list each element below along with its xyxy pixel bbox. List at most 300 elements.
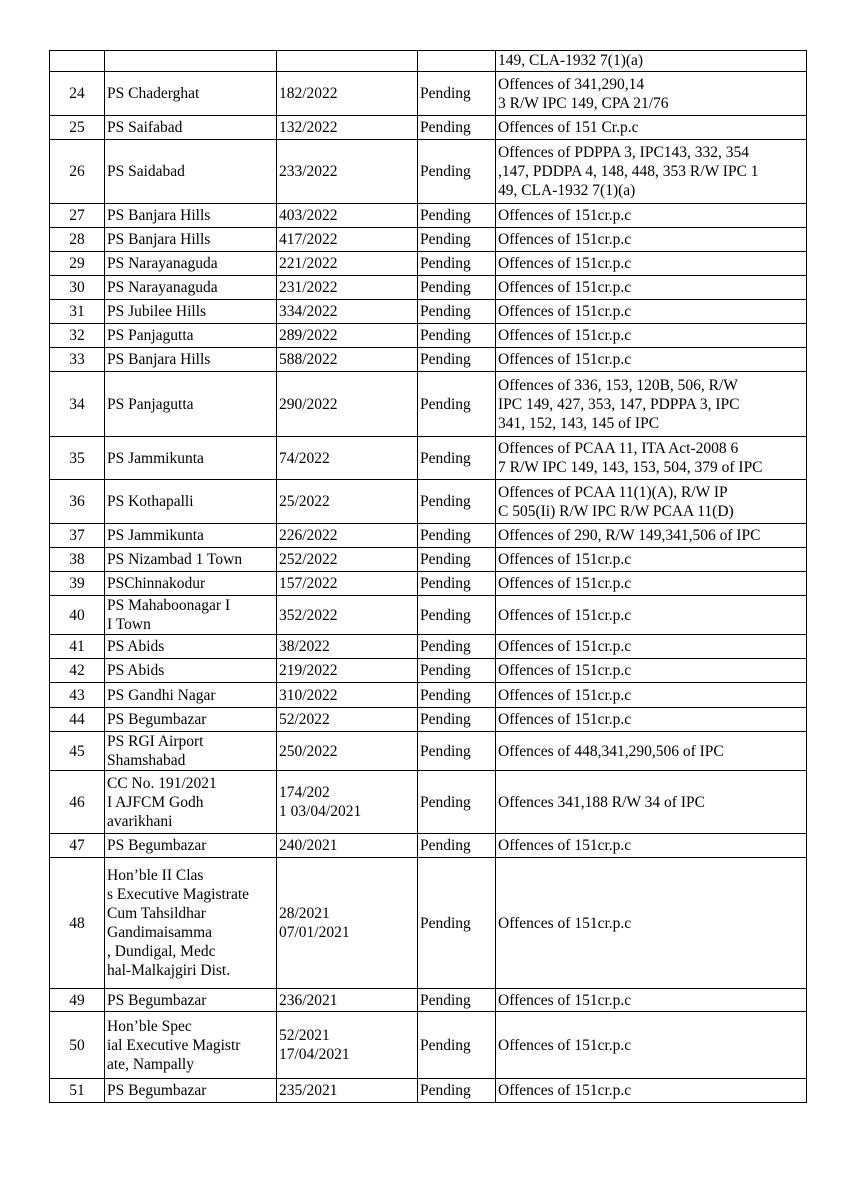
police-station-cell bbox=[105, 524, 277, 548]
crime-number: 290/2022 bbox=[279, 395, 338, 413]
police-station-cell bbox=[105, 228, 277, 252]
case-status-cell bbox=[418, 732, 496, 771]
police-station-cell bbox=[105, 300, 277, 324]
serial-number-cell bbox=[50, 572, 105, 596]
police-station: PS Begumbazar bbox=[107, 837, 207, 854]
crime-number-cell bbox=[277, 683, 418, 708]
serial-number-cell bbox=[50, 204, 105, 228]
offence-details: Offences of 336, 153, 120B, 506, R/W IPC 149, 427, 353, 147, PDPPA 3, IPC 341, 152, 143, 145 of IPC bbox=[498, 376, 740, 432]
police-station: PS Saifabad bbox=[107, 119, 183, 136]
serial-number: 29 bbox=[69, 255, 85, 272]
serial-number-cell bbox=[50, 140, 105, 204]
crime-number-cell bbox=[277, 300, 418, 324]
offence-details-cell bbox=[496, 1079, 807, 1103]
serial-number: 34 bbox=[69, 395, 85, 413]
table-row bbox=[50, 228, 807, 252]
serial-number-cell bbox=[50, 1079, 105, 1103]
crime-number: 221/2022 bbox=[279, 255, 338, 272]
crime-number: 219/2022 bbox=[279, 662, 338, 679]
crime-number: 403/2022 bbox=[279, 207, 338, 224]
crime-number: 236/2021 bbox=[279, 991, 338, 1009]
case-status-cell bbox=[418, 300, 496, 324]
police-station: PS Begumbazar bbox=[107, 991, 207, 1009]
serial-number: 42 bbox=[69, 662, 85, 679]
offence-details: Offences of 151cr.p.c bbox=[498, 279, 632, 296]
case-status: Pending bbox=[420, 327, 471, 344]
serial-number-cell bbox=[50, 683, 105, 708]
case-status-cell bbox=[418, 572, 496, 596]
offence-details-cell bbox=[496, 683, 807, 708]
offence-details: Offences of 151cr.p.c bbox=[498, 638, 632, 655]
case-status: Pending bbox=[420, 638, 471, 655]
case-status: Pending bbox=[420, 991, 471, 1009]
table-row bbox=[50, 1012, 807, 1079]
police-station: PS Jammikunta bbox=[107, 449, 204, 467]
case-status-cell bbox=[418, 858, 496, 989]
serial-number-cell bbox=[50, 300, 105, 324]
serial-number: 43 bbox=[69, 686, 85, 704]
case-status-cell bbox=[418, 324, 496, 348]
police-station-cell bbox=[105, 252, 277, 276]
offence-details: Offences of 151cr.p.c bbox=[498, 837, 632, 854]
case-status-cell bbox=[418, 437, 496, 480]
serial-number-cell bbox=[50, 252, 105, 276]
serial-number-cell bbox=[50, 228, 105, 252]
offence-details-cell bbox=[496, 572, 807, 596]
serial-number: 35 bbox=[69, 449, 85, 467]
offence-details-cell bbox=[496, 140, 807, 204]
table-row bbox=[50, 683, 807, 708]
serial-number: 26 bbox=[69, 163, 85, 180]
crime-number: 52/2022 bbox=[279, 711, 330, 728]
offence-details-cell bbox=[496, 548, 807, 572]
case-status-cell bbox=[418, 348, 496, 372]
serial-number-cell bbox=[50, 348, 105, 372]
police-station-cell bbox=[105, 324, 277, 348]
table-row bbox=[50, 140, 807, 204]
crime-number: 226/2022 bbox=[279, 527, 338, 544]
offence-details: Offences of 290, R/W 149,341,506 of IPC bbox=[498, 527, 761, 544]
police-station-cell bbox=[105, 572, 277, 596]
offence-details: Offences of 151cr.p.c bbox=[498, 686, 632, 704]
serial-number: 46 bbox=[69, 793, 85, 811]
offence-details-cell bbox=[496, 989, 807, 1012]
offence-details: Offences of 151cr.p.c bbox=[498, 231, 632, 248]
offence-details-cell bbox=[496, 372, 807, 437]
offence-details: Offences of 448,341,290,506 of IPC bbox=[498, 742, 724, 760]
case-status: Pending bbox=[420, 119, 471, 136]
cases-table bbox=[49, 50, 807, 1103]
crime-number: 28/2021 07/01/2021 bbox=[279, 905, 350, 941]
police-station: PS Narayanaguda bbox=[107, 255, 218, 272]
police-station: PS Abids bbox=[107, 662, 165, 679]
offence-details-cell bbox=[496, 771, 807, 834]
crime-number: 250/2022 bbox=[279, 742, 338, 760]
case-status: Pending bbox=[420, 742, 471, 760]
police-station-cell bbox=[105, 51, 277, 72]
police-station: PS Panjagutta bbox=[107, 395, 194, 413]
crime-number-cell bbox=[277, 324, 418, 348]
offence-details: Offences of 341,290,14 3 R/W IPC 149, CPA 21/76 bbox=[498, 75, 669, 112]
serial-number: 48 bbox=[69, 914, 85, 932]
police-station-cell bbox=[105, 548, 277, 572]
case-status: Pending bbox=[420, 793, 471, 811]
serial-number-cell bbox=[50, 858, 105, 989]
case-status: Pending bbox=[420, 449, 471, 467]
crime-number-cell bbox=[277, 732, 418, 771]
offence-details: Offences of 151cr.p.c bbox=[498, 327, 632, 344]
crime-number-cell bbox=[277, 116, 418, 140]
table-row bbox=[50, 72, 807, 116]
crime-number: 233/2022 bbox=[279, 163, 338, 180]
serial-number-cell bbox=[50, 324, 105, 348]
offence-details: Offences of 151cr.p.c bbox=[498, 207, 632, 224]
serial-number-cell bbox=[50, 548, 105, 572]
offence-details: Offences of 151cr.p.c bbox=[498, 1036, 632, 1054]
table-row bbox=[50, 1079, 807, 1103]
offence-details-cell bbox=[496, 834, 807, 858]
crime-number: 588/2022 bbox=[279, 351, 338, 368]
serial-number: 28 bbox=[69, 231, 85, 248]
crime-number: 231/2022 bbox=[279, 279, 338, 296]
offence-details: Offences of PDPPA 3, IPC143, 332, 354 ,147, PDDPA 4, 148, 448, 353 R/W IPC 1 49, CLA-1932 7(1)(a) bbox=[498, 144, 759, 199]
offence-details-cell bbox=[496, 276, 807, 300]
offence-details: Offences of 151cr.p.c bbox=[498, 662, 632, 679]
crime-number-cell bbox=[277, 140, 418, 204]
police-station-cell bbox=[105, 834, 277, 858]
crime-number-cell bbox=[277, 635, 418, 659]
serial-number: 40 bbox=[69, 606, 85, 624]
offence-details-cell bbox=[496, 228, 807, 252]
serial-number-cell bbox=[50, 659, 105, 683]
offence-details-cell bbox=[496, 524, 807, 548]
crime-number: 289/2022 bbox=[279, 327, 338, 344]
case-status: Pending bbox=[420, 231, 471, 248]
table-row bbox=[50, 548, 807, 572]
case-status-cell bbox=[418, 524, 496, 548]
case-status: Pending bbox=[420, 351, 471, 368]
table-row bbox=[50, 324, 807, 348]
crime-number: 157/2022 bbox=[279, 575, 338, 592]
offence-details-cell bbox=[496, 116, 807, 140]
table-row bbox=[50, 989, 807, 1012]
offence-details: Offences of 151cr.p.c bbox=[498, 1082, 632, 1099]
crime-number-cell bbox=[277, 572, 418, 596]
crime-number: 334/2022 bbox=[279, 303, 338, 320]
crime-number-cell bbox=[277, 858, 418, 989]
table-row bbox=[50, 116, 807, 140]
police-station: PSChinnakodur bbox=[107, 575, 206, 592]
case-status-cell bbox=[418, 140, 496, 204]
police-station: PS Kothapalli bbox=[107, 493, 194, 510]
police-station: PS Banjara Hills bbox=[107, 351, 211, 368]
serial-number: 37 bbox=[69, 527, 85, 544]
offence-details: Offences 341,188 R/W 34 of IPC bbox=[498, 793, 705, 811]
police-station-cell bbox=[105, 72, 277, 116]
crime-number-cell bbox=[277, 480, 418, 524]
police-station-cell bbox=[105, 659, 277, 683]
crime-number: 417/2022 bbox=[279, 231, 338, 248]
serial-number: 49 bbox=[69, 991, 85, 1009]
case-status-cell bbox=[418, 834, 496, 858]
case-status: Pending bbox=[420, 493, 471, 510]
crime-number: 52/2021 17/04/2021 bbox=[279, 1027, 350, 1063]
table-row bbox=[50, 480, 807, 524]
serial-number: 50 bbox=[69, 1036, 85, 1054]
police-station-cell bbox=[105, 372, 277, 437]
offence-details-cell bbox=[496, 252, 807, 276]
case-status-cell bbox=[418, 635, 496, 659]
police-station-cell bbox=[105, 596, 277, 635]
offence-details-cell bbox=[496, 204, 807, 228]
serial-number-cell bbox=[50, 276, 105, 300]
case-status-cell bbox=[418, 51, 496, 72]
crime-number: 74/2022 bbox=[279, 449, 330, 467]
police-station-cell bbox=[105, 683, 277, 708]
case-status: Pending bbox=[420, 207, 471, 224]
case-status: Pending bbox=[420, 303, 471, 320]
case-status-cell bbox=[418, 276, 496, 300]
serial-number: 51 bbox=[69, 1082, 85, 1099]
serial-number: 25 bbox=[69, 119, 85, 136]
case-status: Pending bbox=[420, 255, 471, 272]
crime-number-cell bbox=[277, 348, 418, 372]
police-station-cell bbox=[105, 480, 277, 524]
serial-number-cell bbox=[50, 771, 105, 834]
serial-number-cell bbox=[50, 989, 105, 1012]
police-station: PS Chaderghat bbox=[107, 85, 200, 102]
police-station: PS Panjagutta bbox=[107, 327, 194, 344]
case-status: Pending bbox=[420, 686, 471, 704]
serial-number: 27 bbox=[69, 207, 85, 224]
table-row bbox=[50, 572, 807, 596]
case-status: Pending bbox=[420, 551, 471, 568]
table-row bbox=[50, 204, 807, 228]
police-station-cell bbox=[105, 858, 277, 989]
serial-number-cell bbox=[50, 116, 105, 140]
case-status: Pending bbox=[420, 163, 471, 180]
table-row bbox=[50, 524, 807, 548]
offence-details: Offences of 151cr.p.c bbox=[498, 551, 632, 568]
offence-details: Offences of 151cr.p.c bbox=[498, 606, 632, 624]
police-station: Hon’ble Spec ial Executive Magistr ate, Nampally bbox=[107, 1017, 241, 1073]
police-station: PS Begumbazar bbox=[107, 1082, 207, 1099]
case-status-cell bbox=[418, 1012, 496, 1079]
offence-details: Offences of 151 Cr.p.c bbox=[498, 119, 639, 136]
crime-number-cell bbox=[277, 437, 418, 480]
offence-details-cell bbox=[496, 480, 807, 524]
case-status: Pending bbox=[420, 527, 471, 544]
crime-number-cell bbox=[277, 771, 418, 834]
police-station-cell bbox=[105, 204, 277, 228]
serial-number-cell bbox=[50, 708, 105, 732]
police-station-cell bbox=[105, 348, 277, 372]
case-status-cell bbox=[418, 659, 496, 683]
table-row bbox=[50, 300, 807, 324]
case-status-cell bbox=[418, 771, 496, 834]
offence-details-cell bbox=[496, 635, 807, 659]
offence-details: Offences of PCAA 11(1)(A), R/W IP C 505(Ii) R/W IPC R/W PCAA 11(D) bbox=[498, 483, 734, 520]
table-row bbox=[50, 437, 807, 480]
case-status: Pending bbox=[420, 606, 471, 624]
serial-number: 39 bbox=[69, 575, 85, 592]
serial-number: 44 bbox=[69, 711, 85, 728]
case-status: Pending bbox=[420, 395, 471, 413]
serial-number-cell bbox=[50, 480, 105, 524]
police-station: PS Saidabad bbox=[107, 163, 185, 180]
crime-number-cell bbox=[277, 276, 418, 300]
crime-number-cell bbox=[277, 1079, 418, 1103]
police-station-cell bbox=[105, 732, 277, 771]
table-row bbox=[50, 348, 807, 372]
case-status-cell bbox=[418, 708, 496, 732]
case-status: Pending bbox=[420, 914, 471, 932]
serial-number-cell bbox=[50, 732, 105, 771]
case-status-cell bbox=[418, 116, 496, 140]
serial-number-cell bbox=[50, 1012, 105, 1079]
cases-table-body bbox=[50, 51, 807, 1103]
table-row bbox=[50, 252, 807, 276]
crime-number: 352/2022 bbox=[279, 606, 338, 624]
serial-number: 32 bbox=[69, 327, 85, 344]
crime-number-cell bbox=[277, 204, 418, 228]
table-row bbox=[50, 276, 807, 300]
case-status: Pending bbox=[420, 1036, 471, 1054]
crime-number: 182/2022 bbox=[279, 85, 338, 102]
crime-number-cell bbox=[277, 72, 418, 116]
case-status: Pending bbox=[420, 85, 471, 102]
serial-number: 33 bbox=[69, 351, 85, 368]
case-status-cell bbox=[418, 252, 496, 276]
offence-details-cell bbox=[496, 596, 807, 635]
police-station: Hon’ble II Clas s Executive Magistrate Cum Tahsildhar Gandimaisamma , Dundigal, Medc hal-Malkajgiri Dist. bbox=[107, 867, 250, 979]
crime-number-cell bbox=[277, 252, 418, 276]
crime-number: 132/2022 bbox=[279, 119, 338, 136]
police-station-cell bbox=[105, 116, 277, 140]
offence-details: Offences of PCAA 11, ITA Act-2008 6 7 R/W IPC 149, 143, 153, 504, 379 of IPC bbox=[498, 440, 763, 476]
serial-number-cell bbox=[50, 51, 105, 72]
crime-number: 252/2022 bbox=[279, 551, 338, 568]
case-status: Pending bbox=[420, 837, 471, 854]
serial-number-cell bbox=[50, 437, 105, 480]
crime-number-cell bbox=[277, 596, 418, 635]
serial-number-cell bbox=[50, 524, 105, 548]
offence-details: Offences of 151cr.p.c bbox=[498, 351, 632, 368]
serial-number-cell bbox=[50, 596, 105, 635]
crime-number: 310/2022 bbox=[279, 686, 338, 704]
case-status: Pending bbox=[420, 711, 471, 728]
police-station-cell bbox=[105, 989, 277, 1012]
table-row bbox=[50, 635, 807, 659]
offence-details-cell bbox=[496, 72, 807, 116]
crime-number-cell bbox=[277, 524, 418, 548]
crime-number-cell bbox=[277, 989, 418, 1012]
case-status-cell bbox=[418, 372, 496, 437]
offence-details-cell bbox=[496, 708, 807, 732]
offence-details-cell bbox=[496, 437, 807, 480]
table-row bbox=[50, 834, 807, 858]
offence-details-cell bbox=[496, 348, 807, 372]
police-station-cell bbox=[105, 437, 277, 480]
crime-number: 235/2021 bbox=[279, 1082, 338, 1099]
offence-details: Offences of 151cr.p.c bbox=[498, 914, 632, 932]
police-station: PS Jubilee Hills bbox=[107, 303, 207, 320]
crime-number-cell bbox=[277, 834, 418, 858]
offence-details: Offences of 151cr.p.c bbox=[498, 255, 632, 272]
police-station: PS Banjara Hills bbox=[107, 231, 211, 248]
case-status-cell bbox=[418, 548, 496, 572]
serial-number: 31 bbox=[69, 303, 85, 320]
table-row bbox=[50, 596, 807, 635]
police-station: PS Narayanaguda bbox=[107, 279, 218, 296]
case-status-cell bbox=[418, 72, 496, 116]
serial-number: 47 bbox=[69, 837, 85, 854]
crime-number: 38/2022 bbox=[279, 638, 330, 655]
police-station: PS Nizambad 1 Town bbox=[107, 551, 243, 568]
offence-details-cell bbox=[496, 300, 807, 324]
police-station: PS Abids bbox=[107, 638, 165, 655]
table-row bbox=[50, 372, 807, 437]
police-station-cell bbox=[105, 708, 277, 732]
case-status-cell bbox=[418, 204, 496, 228]
case-status-cell bbox=[418, 228, 496, 252]
crime-number-cell bbox=[277, 708, 418, 732]
serial-number: 41 bbox=[69, 638, 85, 655]
table-row bbox=[50, 659, 807, 683]
offence-details-cell bbox=[496, 1012, 807, 1079]
offence-details-cell bbox=[496, 858, 807, 989]
case-status-cell bbox=[418, 989, 496, 1012]
police-station: CC No. 191/2021 I AJFCM Godh avarikhani bbox=[107, 774, 217, 830]
offence-details: Offences of 151cr.p.c bbox=[498, 303, 632, 320]
case-status: Pending bbox=[420, 662, 471, 679]
serial-number-cell bbox=[50, 372, 105, 437]
serial-number: 38 bbox=[69, 551, 85, 568]
serial-number: 24 bbox=[69, 85, 85, 102]
police-station: PS Begumbazar bbox=[107, 711, 207, 728]
police-station-cell bbox=[105, 1079, 277, 1103]
offence-details: 149, CLA-1932 7(1)(a) bbox=[498, 52, 644, 69]
table-row bbox=[50, 732, 807, 771]
offence-details-cell bbox=[496, 51, 807, 72]
crime-number-cell bbox=[277, 659, 418, 683]
police-station: PS Jammikunta bbox=[107, 527, 204, 544]
serial-number: 30 bbox=[69, 279, 85, 296]
crime-number-cell bbox=[277, 51, 418, 72]
police-station: PS Banjara Hills bbox=[107, 207, 211, 224]
police-station-cell bbox=[105, 771, 277, 834]
crime-number-cell bbox=[277, 1012, 418, 1079]
police-station-cell bbox=[105, 1012, 277, 1079]
offence-details-cell bbox=[496, 732, 807, 771]
table-row bbox=[50, 858, 807, 989]
offence-details: Offences of 151cr.p.c bbox=[498, 711, 632, 728]
police-station-cell bbox=[105, 276, 277, 300]
serial-number: 36 bbox=[69, 493, 85, 510]
crime-number: 174/202 1 03/04/2021 bbox=[279, 784, 362, 820]
crime-number-cell bbox=[277, 372, 418, 437]
police-station: PS Mahaboonagar I I Town bbox=[107, 597, 231, 633]
crime-number-cell bbox=[277, 228, 418, 252]
offence-details: Offences of 151cr.p.c bbox=[498, 991, 632, 1009]
case-status: Pending bbox=[420, 279, 471, 296]
serial-number-cell bbox=[50, 834, 105, 858]
table-row bbox=[50, 51, 807, 72]
case-status-cell bbox=[418, 683, 496, 708]
offence-details-cell bbox=[496, 659, 807, 683]
serial-number: 45 bbox=[69, 742, 85, 760]
case-status-cell bbox=[418, 1079, 496, 1103]
